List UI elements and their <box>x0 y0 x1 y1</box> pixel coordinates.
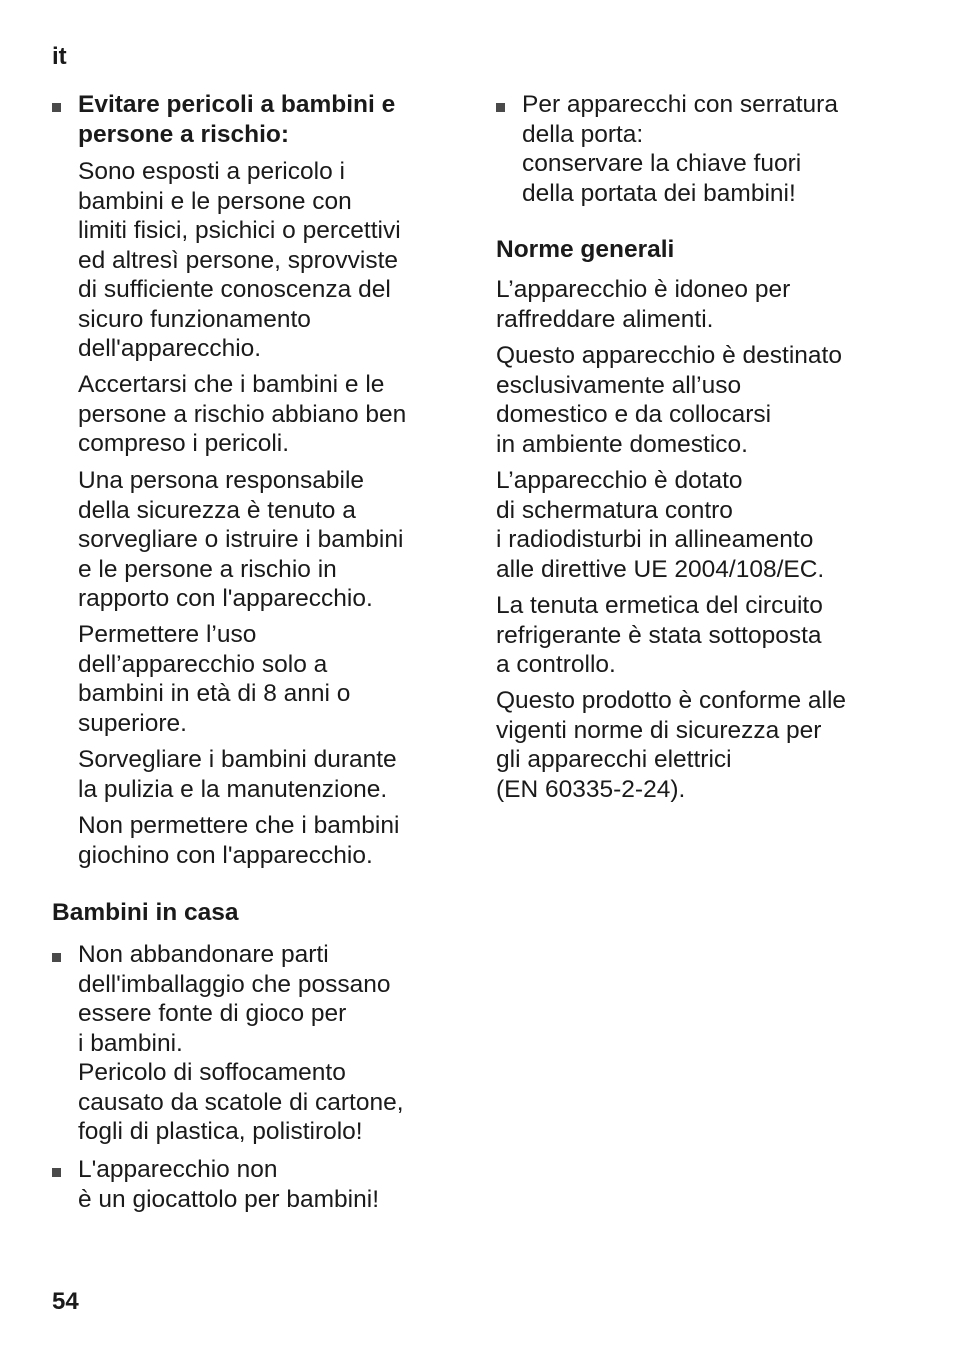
square-bullet-icon <box>496 103 505 112</box>
bullet-title: Evitare pericoli a bambini e persone a rischio: <box>78 91 396 148</box>
square-bullet-icon <box>52 103 61 112</box>
paragraph-domestic: Questo apparecchio è destinato esclusivamente all’uso domestico e da collocarsi in ambiente domestico. <box>496 342 842 458</box>
paragraph-shielding: L’apparecchio è dotato di schermatura contro i radiodisturbi in allineamento alle direttive UE 2004/108/EC. <box>496 467 825 583</box>
paragraph-responsible: Una persona responsabile della sicurezza è tenuto a sorvegliare o istruire i bambini e le persone a rischio in rapporto con l'apparecchio. <box>78 467 404 612</box>
section-heading-general: Norme generali <box>496 236 675 263</box>
bullet-item-not-toy: L'apparecchio non è un giocattolo per bambini! <box>52 1155 456 1214</box>
page-number: 54 <box>52 1288 79 1315</box>
paragraph-sealing: La tenuta ermetica del circuito refrigerante è stata sottoposta a controllo. <box>496 592 823 678</box>
paragraph-supervise: Sorvegliare i bambini durante la pulizia e la manutenzione. <box>78 746 397 803</box>
square-bullet-icon <box>52 1168 61 1177</box>
paragraph-suitable: L’apparecchio è idoneo per raffreddare alimenti. <box>496 276 791 333</box>
language-code: it <box>52 43 67 70</box>
paragraph-ensure: Accertarsi che i bambini e le persone a rischio abbiano ben compreso i pericoli. <box>78 371 407 457</box>
square-bullet-icon <box>52 953 61 962</box>
paragraph-age: Permettere l’uso dell’apparecchio solo a bambini in età di 8 anni o superiore. <box>78 621 351 737</box>
bullet-item-packaging: Non abbandonare parti dell'imballaggio che possano essere fonte di gioco per i bambini. Pericolo di soffocamento causato da scatole di cartone, fogli di plastica, polistirolo! <box>52 940 456 1147</box>
bullet-item-door-lock: Per apparecchi con serratura della porta: conservare la chiave fuori della portata dei bambini! <box>496 90 906 208</box>
paragraph-conformity: Questo prodotto è conforme alle vigenti norme di sicurezza per gli apparecchi elettrici (EN 60335-2-24). <box>496 687 847 803</box>
paragraph-exposed: Sono esposti a pericolo i bambini e le persone con limiti fisici, psichici o percettivi ed altresì persone, sprovviste di sufficiente conoscenza del sicuro funzionamento dell'apparecchio. <box>78 158 401 362</box>
bullet-item-children-risk <box>52 90 456 149</box>
paragraph-no-play: Non permettere che i bambini giochino con l'apparecchio. <box>78 812 400 869</box>
section-heading-children-home: Bambini in casa <box>52 899 239 926</box>
